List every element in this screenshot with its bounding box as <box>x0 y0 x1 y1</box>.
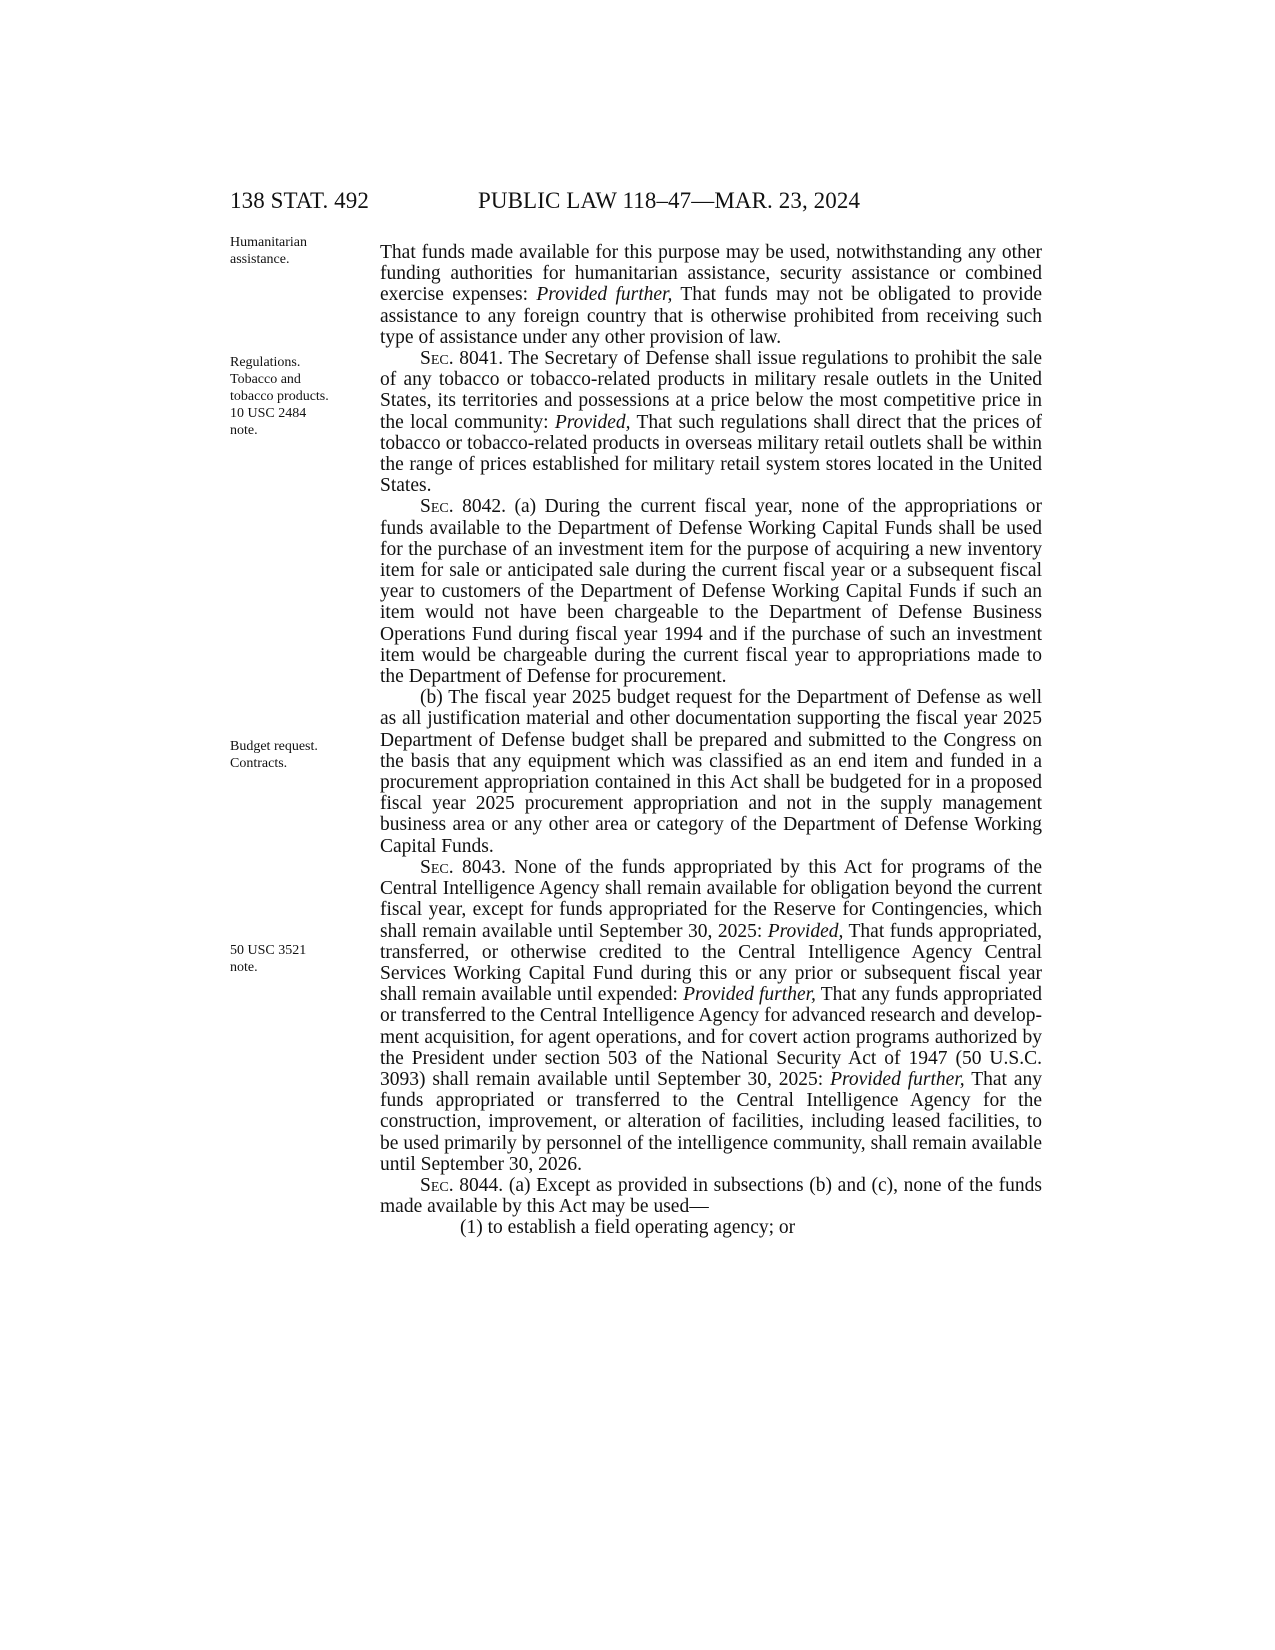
section-8043: Sec. 8043. None of the funds appropriated by this Act for programs of the Central Intelligence Agency shall remain available for obligation beyond the current fiscal year, except for funds appropriated for the Reserve for Contingencies, which shall remain available until September 30, 2025: Provided, That funds appropriated, transferred, or otherwise credited to the Central Intelligence Agency Central Services Working Capital Fund during this or any prior or subsequent fiscal year shall remain available until expended: Provided further, That any funds appropriated or transferred to the Central Intelligence Agency for advanced research and development acquisition, for agent operations, and for covert action programs authorized by the President under section 503 of the National Security Act of 1947 (50 U.S.C. 3093) shall remain available until September 30, 2025: Provided further, That any funds appropriated or transferred to the Central Intelligence Agency for the construction, improvement, or alteration of facilities, including leased facilities, to be used primarily by personnel of the intelligence community, shall remain available until September 30, 2026. <box>380 856 1043 1175</box>
section-8044-item-1: (1) to establish a field operating agency; or <box>460 1217 796 1239</box>
section-8044-a: Sec. 8044. (a) Except as provided in subsections (b) and (c), none of the funds made available by this Act may be used— <box>380 1174 1042 1218</box>
margin-note-line: note. <box>230 423 258 438</box>
margin-note-line: Humanitarian <box>230 235 307 250</box>
section-label: Sec. 8043. <box>420 856 506 878</box>
margin-note-regulations <box>230 354 370 439</box>
margin-note-line: Contracts. <box>230 756 288 771</box>
margin-note-line: 50 USC 3521 <box>230 943 307 958</box>
margin-note-humanitarian <box>230 234 370 268</box>
margin-note-line: note. <box>230 960 258 975</box>
section-label: Sec. 8042. <box>420 496 506 518</box>
section-label: Sec. 8041. <box>420 348 504 370</box>
margin-note-line: assistance. <box>230 252 290 267</box>
margin-note-line: 10 USC 2484 <box>230 406 307 421</box>
stat-page-number: 138 STAT. 492 <box>230 188 369 213</box>
section-8042-b: (b) The fiscal year 2025 budget request for the Department of Defense as well as all justification material and other documentation supporting the fiscal year 2025 Department of Defense budget shall be prepared and submitted to the Congress on the basis that any equipment which was classified as an end item and funded in a procurement appropriation contained in this Act shall be budgeted for in a proposed fiscal year 2025 procurement appropriation and not in the supply management business area or any other area or category of the Department of Defense Working Capital Funds. <box>380 687 1042 857</box>
margin-note-line: tobacco products. <box>230 389 329 404</box>
margin-note-line: Budget request. <box>230 739 318 754</box>
margin-note-line: Tobacco and <box>230 372 301 387</box>
statute-body <box>380 242 1042 1239</box>
section-8041: Sec. 8041. The Secretary of Defense shall issue regulations to prohibit the sale of any tobacco or tobacco-related products in military resale outlets in the United States, its territories and possessions at a price below the most competitive price in the local community: Provided, That such regulations shall direct that the prices of tobacco or tobacco-related products in overseas military retail outlets shall be within the range of prices established for military retail system stores located in the United States. <box>380 348 1043 497</box>
running-title: PUBLIC LAW 118–47—MAR. 23, 2024 <box>478 188 861 213</box>
margin-note-budget <box>230 738 370 772</box>
section-8042-a: Sec. 8042. (a) During the current fiscal year, none of the appropriations or funds available to the Department of Defense Working Capital Funds shall be used for the purchase of an investment item for the purpose of acquiring a new inventory item for sale or anticipated sale during the current fiscal year or a subsequent fiscal year to customers of the Department of Defense Working Capital Funds if such an item would not have been chargeable to the Department of Defense Business Operations Fund during fiscal year 1994 and if the purchase of such an investment item would be chargeable during the current fiscal year to appropriations made to the Department of Defense for procurement. <box>380 496 1042 688</box>
paragraph-humanitarian: That funds made available for this purpose may be used, notwithstanding any other funding authorities for humanitarian assistance, security assistance or combined exercise expenses: Provided further, That funds may not be obligated to provide assistance to any foreign country that is otherwise prohibited from receiving such type of assistance under any other provision of law. <box>380 242 1042 348</box>
margin-note-50usc <box>230 942 370 976</box>
section-label: Sec. 8044. <box>420 1174 504 1196</box>
margin-note-line: Regulations. <box>230 355 301 370</box>
